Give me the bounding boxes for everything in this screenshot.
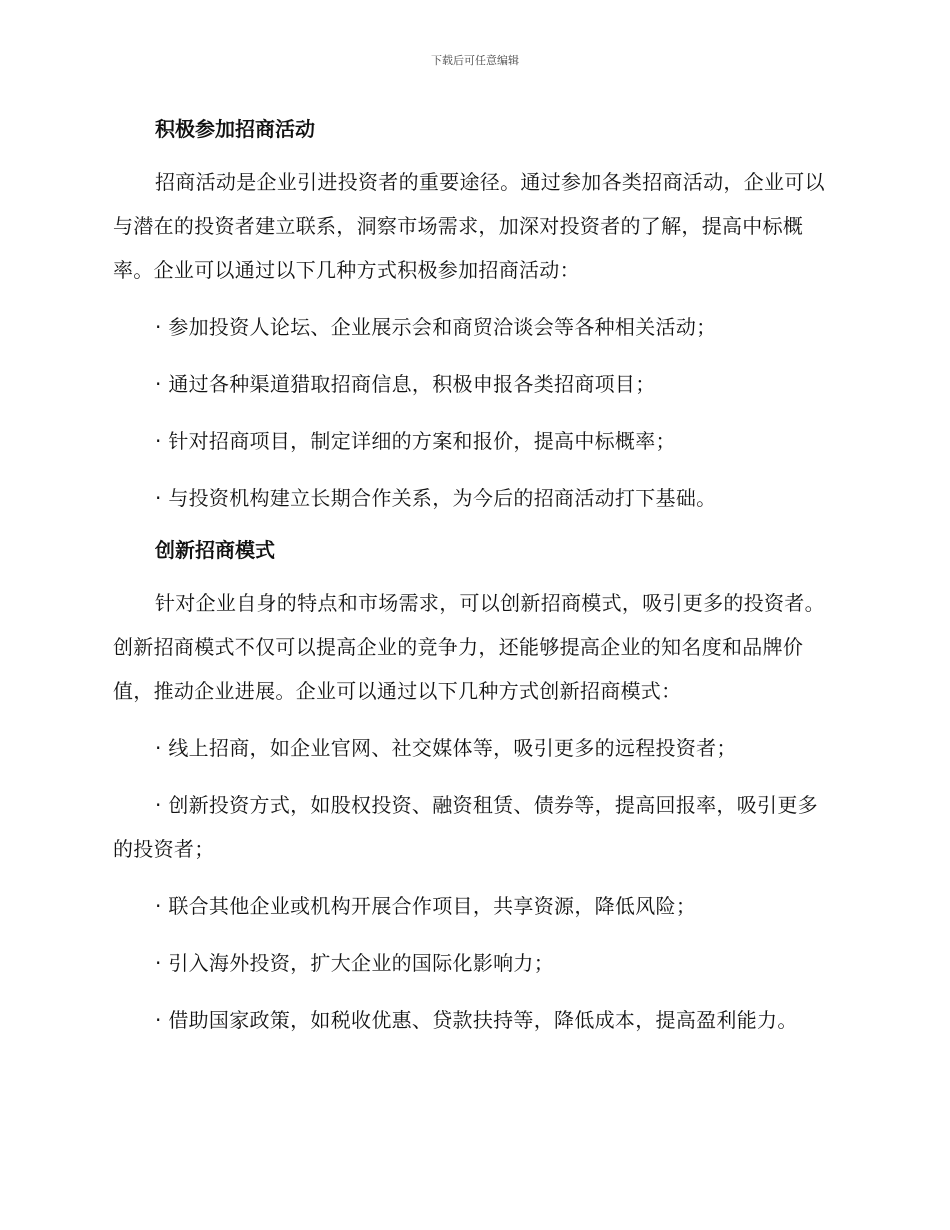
document-body (113, 112, 833, 1055)
section-heading: 创新招商模式 (155, 538, 275, 562)
list-item: · 与投资机构建立长期合作关系，为今后的招商活动打下基础。 (155, 486, 717, 510)
section-intro: 招商活动是企业引进投资者的重要途径。通过参加各类招商活动，企业可以与潜在的投资者建立联系，洞察市场需求，加深对投资者的了解，提高中标概率。企业可以通过以下几种方式积极参加招商活动： (113, 170, 825, 282)
list-item: · 借助国家政策，如税收优惠、贷款扶持等，降低成本，提高盈利能力。 (155, 1008, 798, 1032)
page-header: 下载后可任意编辑 (431, 54, 519, 67)
list-item: · 通过各种渠道猎取招商信息，积极申报各类招商项目； (155, 372, 656, 396)
section-heading: 积极参加招商活动 (155, 117, 315, 141)
list-item: · 引入海外投资，扩大企业的国际化影响力； (155, 951, 555, 975)
list-item: · 创新投资方式，如股权投资、融资租赁、债券等，提高回报率，吸引更多的投资者； (113, 793, 818, 861)
list-item: · 针对招商项目，制定详细的方案和报价，提高中标概率； (155, 429, 676, 453)
list-item: · 联合其他企业或机构开展合作项目，共享资源，降低风险； (155, 894, 697, 918)
list-item: · 线上招商，如企业官网、社交媒体等，吸引更多的远程投资者； (155, 736, 737, 760)
list-item: · 参加投资人论坛、企业展示会和商贸洽谈会等各种相关活动； (155, 315, 717, 339)
section-innovate-model (113, 533, 833, 1042)
section-attract-investment (113, 112, 833, 520)
section-intro: 针对企业自身的特点和市场需求，可以创新招商模式，吸引更多的投资者。创新招商模式不仅可以提高企业的竞争力，还能够提高企业的知名度和品牌价值，推动企业进展。企业可以通过以下几种方式创新招商模式： (113, 591, 825, 703)
